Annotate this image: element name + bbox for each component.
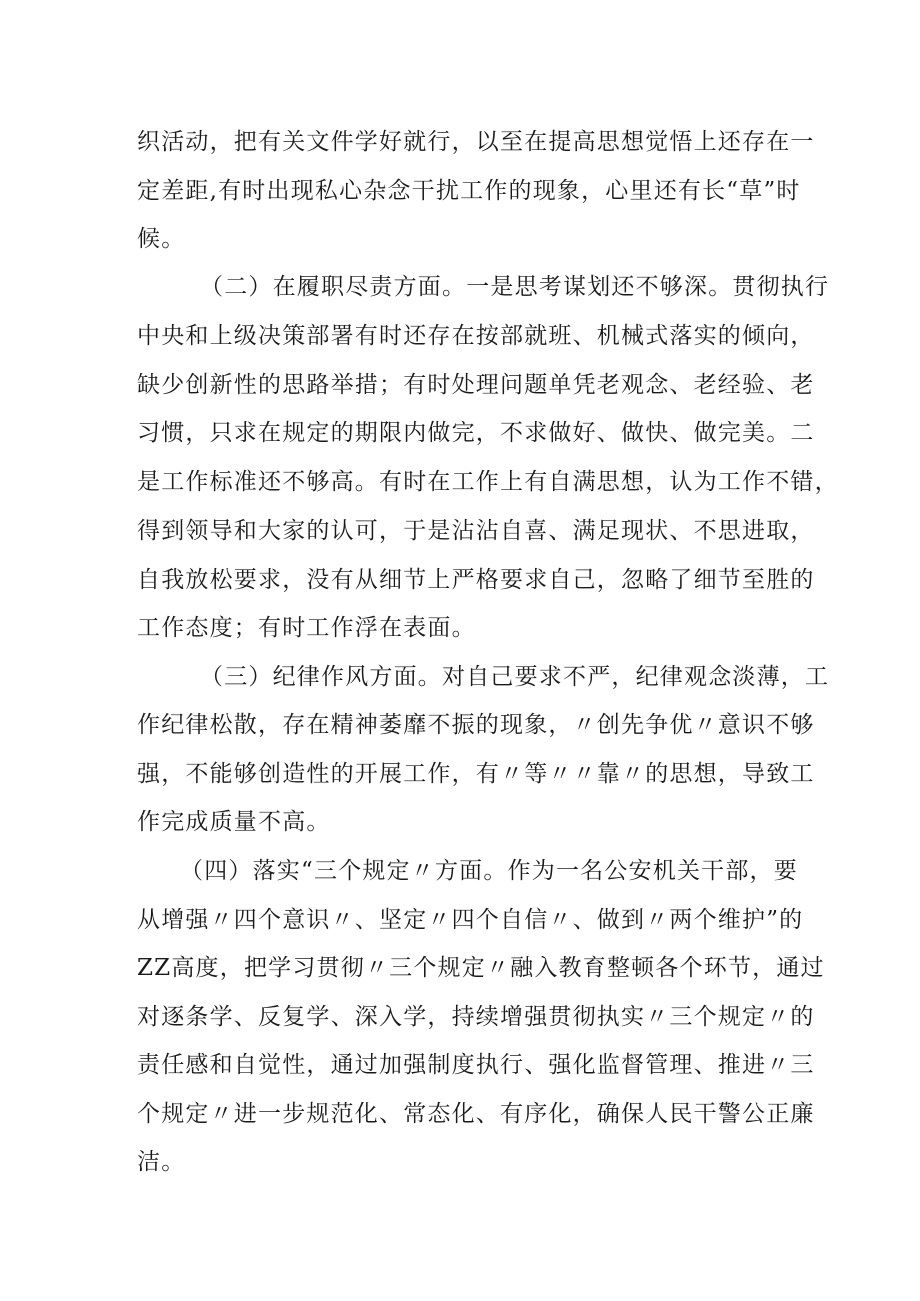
text-line: 自我放松要求，没有从细节上严格要求自己，忽略了细节至胜的 — [137, 567, 815, 593]
text-line: 习惯，只求在规定的期限内做完，不求做好、做快、做完美。二 — [137, 420, 815, 446]
text-line: ZZ高度，把学习贯彻〃三个规定〃融入教育整顿各个环节，通过 — [137, 955, 825, 981]
text-line: 强，不能够创造性的开展工作，有〃等〃〃靠〃的思想，导致工 — [137, 761, 815, 787]
section-heading-3: （三）纪律作风方面。对自己要求不严，纪律观念淡薄，工 — [200, 664, 830, 690]
text-line: 得到领导和大家的认可，于是沾沾自喜、满足现状、不思进取， — [137, 518, 815, 544]
text-line: 是工作标准还不够高。有时在工作上有自满思想，认为工作不错， — [137, 469, 839, 495]
text-line: 作纪律松散，存在精神萎靡不振的现象，〃创先争优〃意识不够 — [137, 712, 815, 738]
text-line: 织活动，把有关文件学好就行，以至在提高思想觉悟上还存在一 — [137, 129, 815, 155]
text-line: 缺少创新性的思路举措；有时处理问题单凭老观念、老经验、老 — [137, 372, 815, 398]
text-line: 作完成质量不高。 — [137, 809, 331, 835]
text-line: 中央和上级决策部署有时还存在按部就班、机械式落实的倾向， — [137, 323, 815, 349]
text-line: 责任感和自觉性，通过加强制度执行、强化监督管理、推进〃三 — [137, 1052, 815, 1078]
section-heading-2: （二）在履职尽责方面。一是思考谋划还不够深。贯彻执行 — [200, 274, 830, 300]
text-line: 对逐条学、反复学、深入学，持续增强贯彻执实〃三个规定〃的 — [137, 1004, 815, 1030]
text-line: 工作态度；有时工作浮在表面。 — [137, 615, 476, 641]
text-line: 定差距,有时出现私心杂念干扰工作的现象，心里还有长“草”时 — [137, 178, 801, 204]
text-line: 候。 — [137, 226, 186, 252]
text-line: 从增强〃四个意识〃、坚定〃四个自信〃、做到〃两个维护”的 — [137, 907, 804, 933]
text-line: 个规定〃进一步规范化、常态化、有序化，确保人民干警公正廉 — [137, 1101, 815, 1127]
text-line: 洁。 — [137, 1149, 186, 1175]
section-heading-4: （四）落实“三个规定〃方面。作为一名公安机关干部，要 — [180, 858, 798, 884]
